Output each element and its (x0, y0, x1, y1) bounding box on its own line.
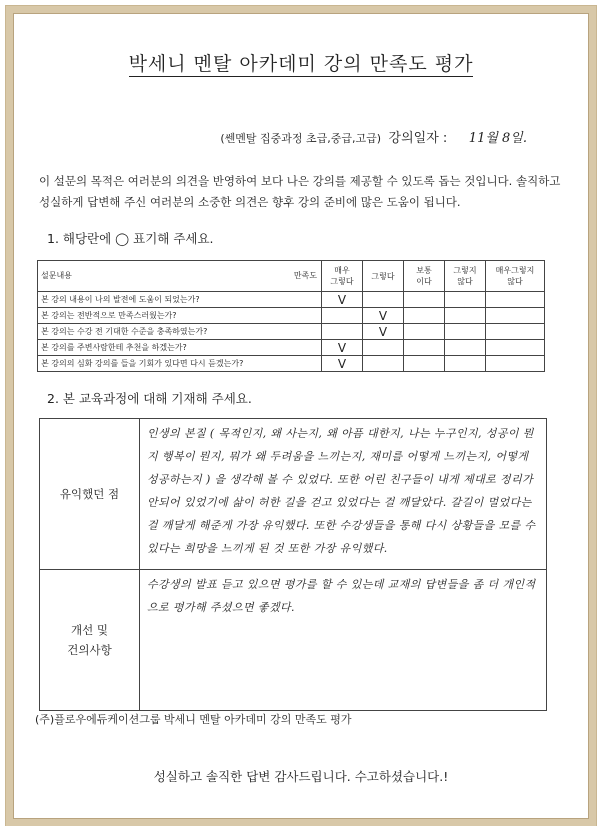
picture-frame (6, 6, 596, 826)
question-text: 본 강의의 심화 강의를 들을 기회가 있다면 다시 듣겠는가? (38, 356, 322, 372)
useful-text: 인생의 본질 ( 목적인지, 왜 사는지, 왜 아픔 대한지, 나는 누구인지, 성공이 뭔지 행복이 뭔지, 뭐가 왜 두려움을 느끼는지, 재미를 어떻게 느끼는지, 어떻게 성공하는지 ) 을 생각해 볼 수 있었다. 또한 어린 친구들이 내게 제대로 정리가 안되어 있었기에 삶이 허한 길을 걷고 있었다는 걸 깨달았다. 갈길이 멀었다는 걸 깨달게 해준게 가장 유익했다. 또한 수강생들을 통해 다시 상황들을 모를 수 있다는 희망을 느끼게 된 것 또한 가장 유익했다. (147, 427, 536, 555)
rating-cell[interactable] (322, 324, 363, 340)
scale-disagree: 그렇지 않다 (445, 261, 486, 292)
rating-cell[interactable] (445, 292, 486, 308)
section1-heading: 1. 해당란에 ◯ 표기해 주세요. (47, 231, 214, 246)
rating-cell[interactable] (322, 356, 363, 372)
survey-sheet (25, 23, 577, 809)
scale-neutral: 보통 이다 (404, 261, 445, 292)
rating-cell[interactable] (486, 356, 545, 372)
check-mark: V (378, 324, 388, 339)
rating-cell[interactable] (322, 292, 363, 308)
header-left: 설문내용 (41, 271, 72, 280)
rating-question-row (38, 308, 545, 324)
rating-header-cell (38, 261, 322, 292)
improve-cell (140, 570, 547, 711)
rating-header-row (38, 261, 545, 292)
question-text: 본 강의를 주변사람한테 추천을 하겠는가? (38, 340, 322, 356)
improve-row (40, 570, 547, 711)
course-name: (쎈멘탈 집중과정 초급,중급,고급) (220, 132, 382, 145)
rating-cell[interactable] (486, 292, 545, 308)
footer-organization: (주)플로우에듀케이션그룹 박세니 멘탈 아카데미 강의 만족도 평가 (35, 713, 352, 726)
rating-table (37, 260, 545, 372)
check-mark: V (337, 340, 347, 355)
feedback-table (39, 418, 547, 711)
rating-cell[interactable] (404, 324, 445, 340)
rating-cell[interactable] (363, 308, 404, 324)
title-text: 박세니 멘탈 아카데미 강의 만족도 평가 (128, 53, 474, 75)
rating-cell[interactable] (445, 356, 486, 372)
improve-label-line2: 건의사항 (67, 643, 112, 657)
rating-cell[interactable] (445, 308, 486, 324)
check-mark: V (337, 292, 347, 307)
useful-label: 유익했던 점 (40, 419, 140, 570)
rating-cell[interactable] (363, 324, 404, 340)
improve-label (40, 570, 140, 711)
survey-title (25, 49, 577, 76)
rating-cell[interactable] (445, 340, 486, 356)
rating-cell[interactable] (404, 340, 445, 356)
useful-cell (140, 419, 547, 570)
section2-heading: 2. 본 교육과정에 대해 기재해 주세요. (47, 391, 252, 406)
course-info (220, 127, 527, 146)
date-value: 11월 8일. (468, 131, 527, 146)
scale-very-disagree: 매우그렇지 않다 (486, 261, 545, 292)
rating-cell[interactable] (486, 324, 545, 340)
useful-row (40, 419, 547, 570)
intro-text: 이 설문의 목적은 여러분의 의견을 반영하여 보다 나은 강의를 제공할 수 있도록 돕는 것입니다. 솔직하고 성실하게 답변해 주신 여러분의 소중한 의견은 향후 강의 준비에 많은 도움이 됩니다. (39, 174, 561, 209)
rating-cell[interactable] (363, 340, 404, 356)
question-text: 본 강의는 수강 전 기대한 수준을 충족하였는가? (38, 324, 322, 340)
scale-very-agree: 매우 그렇다 (322, 261, 363, 292)
check-mark: V (378, 308, 388, 323)
check-mark: V (337, 356, 347, 371)
footer-thanks: 성실하고 솔직한 답변 감사드립니다. 수고하셨습니다.! (153, 769, 449, 784)
improve-text: 수강생의 발표 듣고 있으면 평가를 할 수 있는데 교재의 답변들을 좀 더 개인적으로 평가해 주셨으면 좋겠다. (147, 578, 536, 614)
scale-agree: 그렇다 (363, 261, 404, 292)
rating-question-row (38, 292, 545, 308)
rating-cell[interactable] (363, 292, 404, 308)
improve-label-line1: 개선 및 (71, 623, 108, 637)
rating-cell[interactable] (322, 308, 363, 324)
rating-cell[interactable] (404, 308, 445, 324)
question-text: 본 강의 내용이 나의 발전에 도움이 되었는가? (38, 292, 322, 308)
rating-cell[interactable] (404, 356, 445, 372)
rating-cell[interactable] (404, 292, 445, 308)
rating-question-row (38, 340, 545, 356)
rating-question-row (38, 356, 545, 372)
rating-cell[interactable] (363, 356, 404, 372)
rating-cell[interactable] (486, 340, 545, 356)
question-text: 본 강의는 전반적으로 만족스러웠는가? (38, 308, 322, 324)
rating-question-row (38, 324, 545, 340)
rating-cell[interactable] (486, 308, 545, 324)
rating-cell[interactable] (445, 324, 486, 340)
rating-cell[interactable] (322, 340, 363, 356)
header-right: 만족도 (293, 271, 317, 280)
date-label: 강의일자 : (388, 131, 448, 146)
